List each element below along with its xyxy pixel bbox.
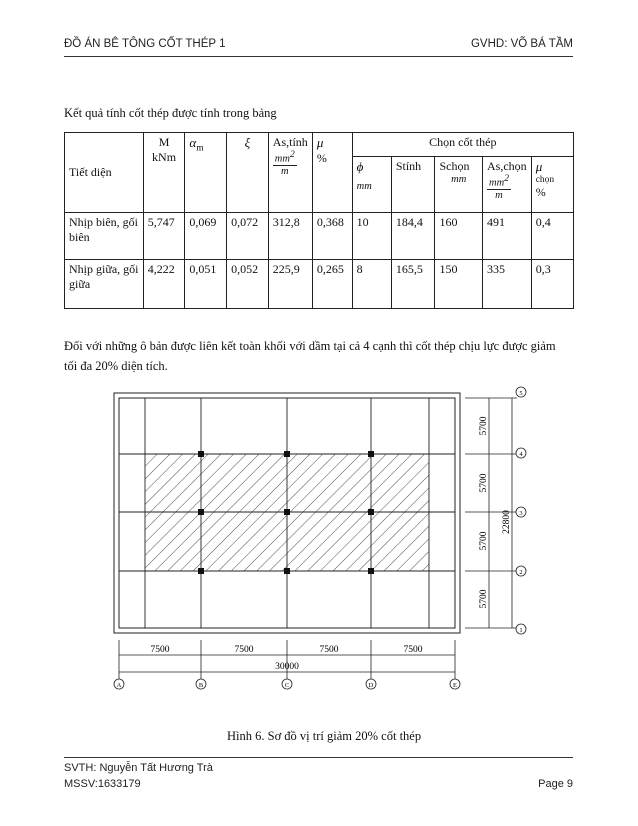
column: [368, 568, 374, 574]
intro-text: Kết quả tính cốt thép được tính trong bảng: [64, 106, 277, 120]
mu-chon-unit: %: [535, 185, 546, 199]
column: [198, 509, 204, 515]
footer-student: SVTH: Nguyễn Tất Hương Trà: [64, 762, 213, 774]
dim-y-2: 5700: [479, 531, 489, 551]
mu-symbol: μ: [316, 135, 324, 150]
cell-s-tinh: 184,4: [391, 213, 435, 260]
axis-label-3: 3: [519, 510, 523, 517]
cell-phi: 8: [352, 260, 391, 309]
cell-mu-chon: 0,4: [531, 213, 573, 260]
dim-x-4: 7500: [403, 645, 423, 655]
cell-m: 5,747: [143, 213, 185, 260]
col-header-tiet-dien: Tiết diện: [65, 133, 144, 213]
dim-y-4: 5700: [479, 416, 489, 436]
cell-m: 4,222: [143, 260, 185, 309]
s-tinh-label: Stính: [395, 159, 422, 173]
mu-chon-symbol: μ: [535, 159, 543, 174]
column: [284, 568, 290, 574]
cell-mu: 0,265: [312, 260, 352, 309]
axis-label-e: E: [453, 682, 457, 689]
s-chon-label: Schọn: [439, 159, 470, 173]
dim-x-1: 7500: [150, 645, 170, 655]
axis-label-a: A: [116, 682, 122, 689]
axis-label-b: B: [198, 682, 204, 689]
footer-rule: [64, 757, 573, 758]
cell-xi: 0,072: [227, 213, 269, 260]
alpha-subscript: m: [196, 143, 204, 154]
cell-as-chon: 335: [483, 260, 532, 309]
phi-unit: mm: [356, 181, 372, 192]
cell-phi: 10: [352, 213, 391, 260]
cell-name: Nhịp giữa, gối giữa: [65, 260, 144, 309]
reduction-note: Đối với những ô bản được liên kết toàn khối với dầm tại cả 4 cạnh thì cốt thép chịu lực được giảm tối đa 20% diện tích.: [64, 339, 556, 373]
axis-label-5: 5: [519, 390, 523, 397]
cell-alpha: 0,069: [185, 213, 227, 260]
as-tinh-unit-sup: 2: [289, 150, 295, 160]
axis-label-4: 4: [519, 451, 523, 458]
s-chon-unit: mm: [451, 174, 467, 185]
header-advisor: GVHD: VÕ BÁ TẦM: [470, 38, 573, 50]
cell-s-chon: 160: [435, 213, 483, 260]
m-unit: kNm: [152, 150, 177, 164]
as-chon-label: As,chọn: [487, 159, 527, 173]
cell-as: 225,9: [268, 260, 312, 309]
figure-caption: Hình 6. Sơ đồ vị trí giảm 20% cốt thép: [227, 729, 422, 743]
as-tinh-unit-den: m: [280, 165, 289, 177]
column: [198, 568, 204, 574]
phi-symbol: ϕ: [356, 159, 364, 174]
dim-y-total: 22800: [502, 510, 512, 534]
axis-label-d: D: [368, 682, 374, 689]
page-number: Page 9: [538, 778, 573, 790]
dim-x-3: 7500: [319, 645, 339, 655]
axis-label-c: C: [284, 682, 290, 689]
mu-unit: %: [316, 151, 327, 165]
cell-s-tinh: 165,5: [391, 260, 435, 309]
column: [368, 509, 374, 515]
col-header-chon-cot-thep: Chọn cốt thép: [352, 133, 573, 157]
as-tinh-label: As,tính: [272, 135, 308, 149]
as-chon-unit-den: m: [495, 189, 503, 201]
dim-y-1: 5700: [479, 589, 489, 609]
header-title: ĐỒ ÁN BÊ TÔNG CỐT THÉP 1: [64, 38, 226, 50]
dim-x-2: 7500: [234, 645, 254, 655]
m-label: M: [158, 135, 170, 149]
cell-as-chon: 491: [483, 213, 532, 260]
column: [368, 451, 374, 457]
xi-symbol: ξ: [244, 135, 251, 150]
dim-x-total: 30000: [275, 662, 299, 672]
axis-label-2: 2: [519, 569, 523, 576]
column: [198, 451, 204, 457]
as-chon-unit-num: mm: [489, 177, 505, 189]
cell-mu: 0,368: [312, 213, 352, 260]
cell-name: Nhịp biên, gối biên: [65, 213, 144, 260]
as-tinh-unit-num: mm: [274, 153, 290, 165]
cell-s-chon: 150: [435, 260, 483, 309]
cell-mu-chon: 0,3: [531, 260, 573, 309]
footer-mssv: MSSV:1633179: [64, 778, 141, 790]
alpha-symbol: α: [189, 135, 197, 150]
column: [284, 509, 290, 515]
mu-chon-label: chọn: [535, 175, 555, 185]
cell-as: 312,8: [268, 213, 312, 260]
dim-y-3: 5700: [479, 473, 489, 493]
column: [284, 451, 290, 457]
as-chon-unit-sup: 2: [504, 174, 509, 184]
cell-xi: 0,052: [227, 260, 269, 309]
cell-alpha: 0,051: [185, 260, 227, 309]
axis-label-1: 1: [519, 627, 523, 634]
